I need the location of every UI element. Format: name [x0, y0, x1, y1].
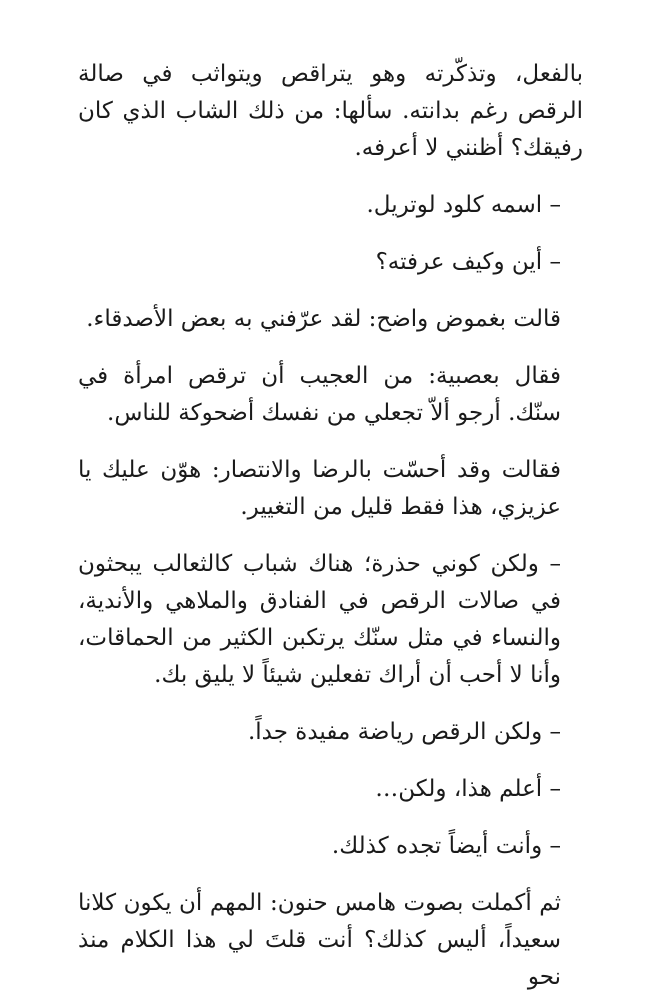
paragraph-7: – ولكن كوني حذرة؛ هناك شباب كالثعالب يبحثون في صالات الرقص في الفنادق والملاهي والأندية، والنساء في مثل سنّك يرتكبن الكثير من الحماقات، وأنا لا أحب أن أراك تفعلين شيئاً لا يليق بك.	[78, 551, 561, 688]
paragraph-5: فقال بعصبية: من العجيب أن ترقص امرأة في سنّك. أرجو ألاّ تجعلي من نفسك أضحوكة للناس.	[78, 363, 561, 426]
paragraph-2: – اسمه كلود لوتريل.	[366, 192, 561, 218]
paragraph-9: – أعلم هذا، ولكن…	[375, 776, 561, 802]
paragraph-6: فقالت وقد أحسّت بالرضا والانتصار: هوّن عليك يا عزيزي، هذا فقط قليل من التغيير.	[78, 457, 561, 520]
paragraph-4: قالت بغموض واضح: لقد عرّفني به بعض الأصدقاء.	[86, 306, 561, 332]
paragraph-3: – أين وكيف عرفته؟	[375, 249, 561, 275]
paragraph-1: بالفعل، وتذكّرته وهو يتراقص ويتواثب في صالة الرقص رغم بدانته. سألها: من ذلك الشاب الذي كان رفيقك؟ أظنني لا أعرفه.	[78, 61, 583, 161]
book-page	[78, 56, 583, 996]
paragraph-11: ثم أكملت بصوت هامس حنون: المهم أن يكون كلانا سعيداً، أليس كذلك؟ أنت قلتَ لي هذا الكلام منذ نحو	[78, 890, 561, 990]
paragraph-8: – ولكن الرقص رياضة مفيدة جداً.	[247, 719, 561, 745]
paragraph-10: – وأنت أيضاً تجده كذلك.	[331, 833, 561, 859]
